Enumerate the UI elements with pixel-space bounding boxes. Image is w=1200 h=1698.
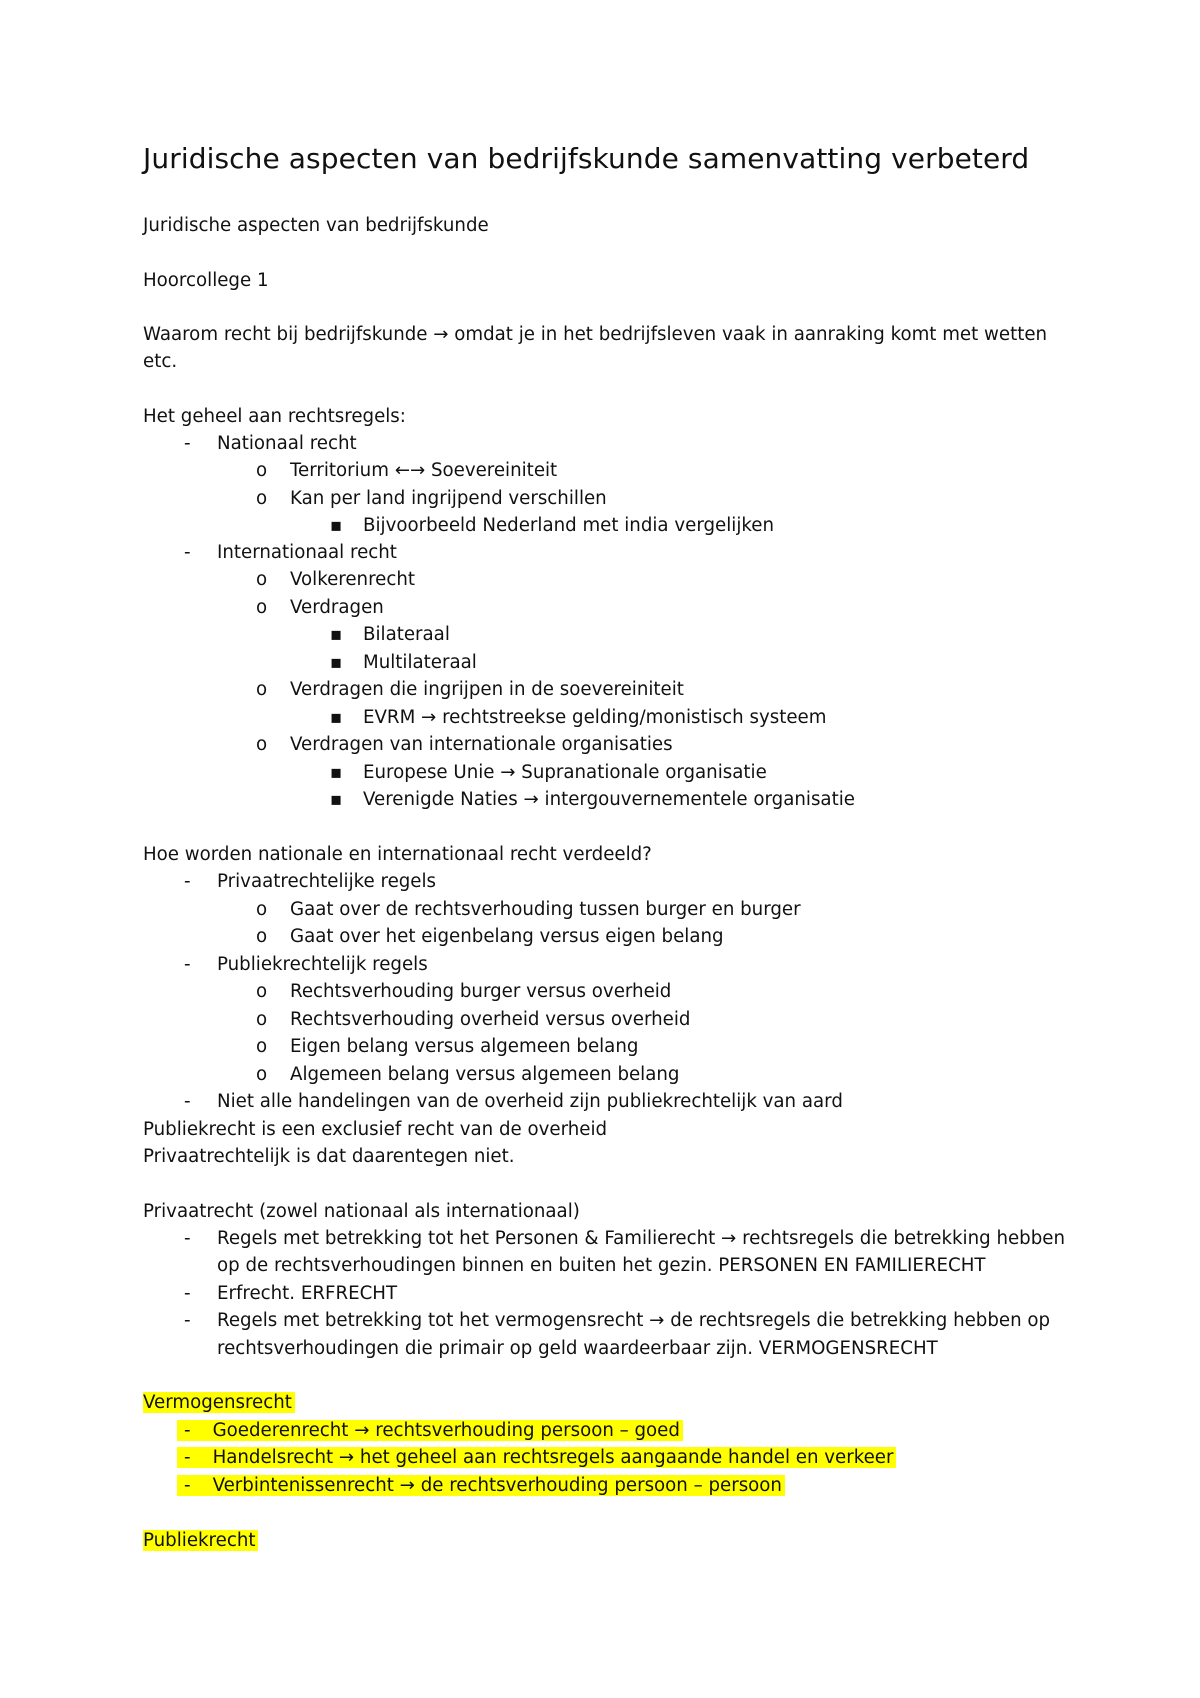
list-item: EVRM → rechtstreekse gelding/monistisch systeem [363,707,827,728]
document-title: Juridische aspecten van bedrijfskunde samenvatting verbeterd [143,142,1030,175]
list-item: Algemeen belang versus algemeen belang [290,1064,680,1085]
list-item: Bijvoorbeeld Nederland met india vergelijken [363,515,774,536]
dash-bullet: - [184,1283,191,1304]
list-item: Europese Unie → Supranationale organisatie [363,762,767,783]
list-item: Verdragen [290,597,384,618]
list-item: Gaat over de rechtsverhouding tussen burger en burger [290,899,801,920]
circle-bullet: o [256,679,268,700]
highlighted-list-item [177,1445,896,1470]
list-item-continuation: rechtsverhoudingen die primair op geld waardeerbaar zijn. VERMOGENSRECHT [217,1338,938,1359]
lecture-heading: Hoorcollege 1 [143,270,269,291]
intro-line-2: etc. [143,351,178,372]
list-item-text: Handelsrecht → het geheel aan rechtsregels aangaande handel en verkeer [213,1447,897,1468]
square-bullet: ▪ [330,789,343,810]
intro-line-1: Waarom recht bij bedrijfskunde → omdat je in het bedrijfsleven vaak in aanraking komt met wetten [143,324,1048,345]
list-item: Gaat over het eigenbelang versus eigen belang [290,926,724,947]
square-bullet: ▪ [330,762,343,783]
list-item-text: Goederenrecht → rechtsverhouding persoon – goed [213,1420,683,1441]
paragraph-publiekrecht: Publiekrecht is een exclusief recht van de overheid [143,1119,608,1140]
list-item: Nationaal recht [217,433,357,454]
highlighted-list-item [177,1473,785,1498]
highlighted-list-item [177,1418,683,1443]
circle-bullet: o [256,488,268,509]
list-item: Niet alle handelingen van de overheid zijn publiekrechtelijk van aard [217,1091,843,1112]
list-item: Publiekrechtelijk regels [217,954,428,975]
square-bullet: ▪ [330,707,343,728]
dash-bullet: - [177,1420,213,1441]
list-item: Volkerenrecht [290,569,416,590]
subtitle: Juridische aspecten van bedrijfskunde [143,215,489,236]
circle-bullet: o [256,1036,268,1057]
list-item: Verdragen die ingrijpen in de soevereiniteit [290,679,684,700]
dash-bullet: - [184,1228,191,1249]
dash-bullet: - [177,1475,213,1496]
section-heading-verdeling: Hoe worden nationale en internationaal recht verdeeld? [143,844,652,865]
list-item-continuation: op de rechtsverhoudingen binnen en buiten het gezin. PERSONEN EN FAMILIERECHT [217,1255,986,1276]
list-item: Internationaal recht [217,542,397,563]
list-item: Rechtsverhouding overheid versus overheid [290,1009,691,1030]
list-item-text: Verbintenissenrecht → de rechtsverhouding persoon – persoon [213,1475,785,1496]
section-heading-publiekrecht [143,1528,258,1553]
circle-bullet: o [256,460,268,481]
square-bullet: ▪ [330,652,343,673]
list-item: Bilateraal [363,624,450,645]
dash-bullet: - [184,954,191,975]
highlighted-text: Vermogensrecht [143,1392,295,1413]
circle-bullet: o [256,981,268,1002]
circle-bullet: o [256,1009,268,1030]
circle-bullet: o [256,1064,268,1085]
section-heading-privaatrecht: Privaatrecht (zowel nationaal als internationaal) [143,1201,580,1222]
section-heading-vermogensrecht [143,1390,295,1415]
circle-bullet: o [256,734,268,755]
list-item: Eigen belang versus algemeen belang [290,1036,639,1057]
list-item: Multilateraal [363,652,477,673]
list-item: Erfrecht. ERFRECHT [217,1283,398,1304]
dash-bullet: - [184,542,191,563]
list-item: Regels met betrekking tot het Personen & Familierecht → rechtsregels die betrekking hebben [217,1228,1065,1249]
dash-bullet: - [177,1447,213,1468]
circle-bullet: o [256,899,268,920]
list-item: Territorium ←→ Soevereiniteit [290,460,558,481]
square-bullet: ▪ [330,624,343,645]
list-item: Verenigde Naties → intergouvernementele organisatie [363,789,855,810]
square-bullet: ▪ [330,515,343,536]
list-item: Rechtsverhouding burger versus overheid [290,981,672,1002]
dash-bullet: - [184,1091,191,1112]
section-heading-rechtsregels: Het geheel aan rechtsregels: [143,406,406,427]
circle-bullet: o [256,926,268,947]
dash-bullet: - [184,871,191,892]
paragraph-privaatrecht: Privaatrechtelijk is dat daarentegen niet. [143,1146,515,1167]
list-item: Kan per land ingrijpend verschillen [290,488,607,509]
list-item: Verdragen van internationale organisaties [290,734,673,755]
dash-bullet: - [184,433,191,454]
dash-bullet: - [184,1310,191,1331]
list-item: Privaatrechtelijke regels [217,871,437,892]
circle-bullet: o [256,569,268,590]
list-item: Regels met betrekking tot het vermogensrecht → de rechtsregels die betrekking hebben op [217,1310,1051,1331]
highlighted-text: Publiekrecht [143,1530,258,1551]
circle-bullet: o [256,597,268,618]
